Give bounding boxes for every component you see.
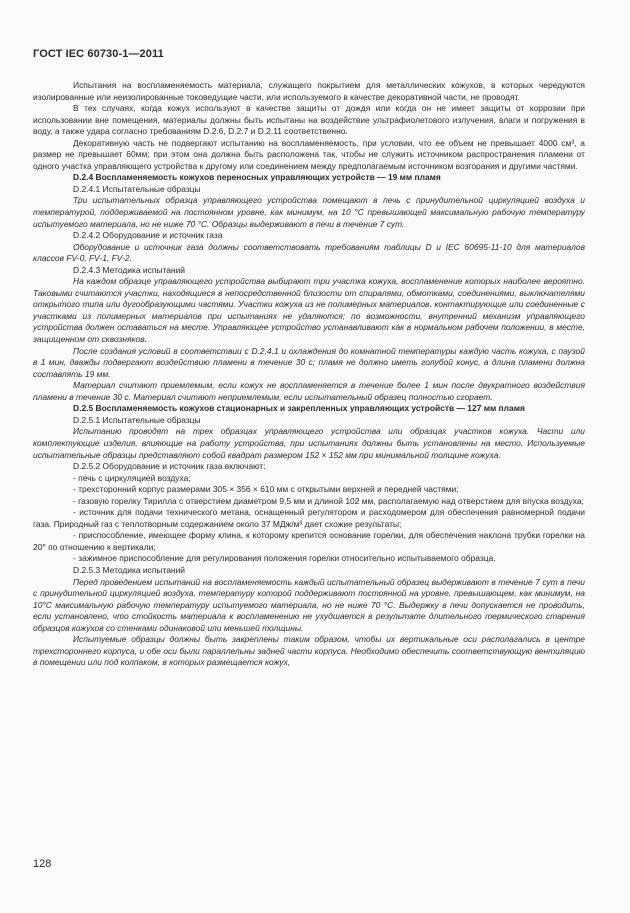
subsection-title: D.2.5.2 Оборудование и источник газа включают: (73, 461, 266, 472)
paragraph: - приспособление, имеющее форму клина, к которому крепится основание горелки, для обеспечения наклона трубки горелки на 20° по отношению к вертикали; (33, 530, 585, 552)
paragraph: После создания условий в соответствии с D.2.4.1 и охлаждения до комнатной температуры каждую часть кожуха, с паузой в 1 мин, дважды подвергают воздействию пламени в течение 30 с; пламя не должно иметь голубой конус, а длина пламени должна составлять 19 мм. (33, 345, 585, 379)
subsection-title: D.2.5.1 Испытательные образцы (73, 414, 201, 425)
subsection-title: D.2.4.1 Испытательные образцы (73, 183, 201, 194)
paragraph: Материал считают приемлемым, если кожух не воспламеняется в течение более 1 мин после двукратного воздействия пламени в течение 30 с. Материал считают неприемлемым, если испытательный образец полностью сгорает. (33, 380, 585, 402)
paragraph: Перед проведением испытаний на воспламеняемость каждый испытательный образец выдерживают в течение 7 сут в печи с принудительной циркуляцией воздуха, температуру которой поддерживают постоянной на уровне, превышающем, как минимум, на 10°С максимальную рабочую температуру испытуемого материала, но не ниже 70 °С. Выдержку в печи допускается не проводить, если установлено, что стойкость материала к воспламенению не ухудшается в результате длительного термического старения образцов кожухов со стенками одинаковой или меньшей толщины. (33, 576, 585, 633)
section-heading: D.2.4 Воспламеняемость кожухов переносных управляющих устройств — 19 мм пламя (73, 172, 441, 183)
paragraph: Испытания на воспламеняемость материала, служащего покрытием для металлических кожухов, в которых чередуются изолированные или неизолированные токоведущие части, или используемого в качестве декоративной части, не проводят. (33, 80, 585, 102)
paragraph: На каждом образце управляющего устройства выбирают три участка кожуха, воспламенение которых наиболее вероятно. Таковыми считаются участки, находящиеся в непосредственной близости от спиралями, обмотками, соединениями, выключателями открытого типа или дугообразующими частями. Участки кожуха из не полимерных материалов, контактирующие или соединенные с участками из полимерных материалов при испытаниях не удаляются; по возможности, внутренний механизм управляющего устройства должен оставаться на месте. Управляющее устройство устанавливают как в нормальном рабочем положении, в месте, защищенном от сквозняков. (33, 276, 585, 345)
paragraph: - газовую горелку Тирилла с отверстием диаметром 9,5 мм и длиной 102 мм, располагаемую над отверстием для впуска воздуха; (73, 495, 584, 506)
paragraph: Оборудование и источник газа должны соответствовать требованиям таблицы D и IEC 60695-11-10 для материалов классов FV-0, FV-1, FV-2. (33, 241, 585, 264)
paragraph: - источник для подачи технического метана, оснащенный регулятором и расходомером для обеспечения равномерной подачи газа. Природный газ с теплотворным содержанием около 37 МДж/м³ дает схожие результаты; (33, 507, 585, 529)
paragraph: - зажимное приспособление для регулирования положения горелки относительно испытываемого образца. (73, 553, 496, 564)
subsection-title: - печь с циркуляцией воздуха; (73, 472, 191, 483)
paragraph: Испытуемые образцы должны быть закреплены таким образом, чтобы их вертикальные оси располагались в центре трехстороннего корпуса, и обе оси были параллельны задней части корпуса. Необходимо обеспечить соответствующую вентиляцию в помещении или под колпаком, в которых размещается кожух, (33, 634, 585, 668)
subsection-title: D.2.5.3 Методика испытаний (73, 564, 186, 575)
document-body (33, 80, 585, 669)
document-header: ГОСТ IEC 60730-1—2011 (33, 48, 164, 60)
subsection-title: - трехсторонний корпус размерами 305 × 356 × 610 мм с открытыми верхней и передней частями; (73, 484, 459, 495)
paragraph: Три испытательных образца управляющего устройства помещают в печь с принудительной циркуляцией воздуха и температурой, поддерживаемой на постоянном уровне, как минимум, на 10 °С превышающей максимальную рабочую температуру испытуемого материала, но не ниже 70 °С. Образцы выдерживают в печи в течение 7 сут. (33, 195, 585, 229)
subsection-title: D.2.4.3 Методика испытаний (73, 264, 186, 275)
subsection-title: D.2.4.2 Оборудование и источник газа (73, 230, 223, 241)
page-number: 128 (33, 858, 52, 870)
paragraph: В тех случаях, когда кожух используют в качестве защиты от дождя или когда он не имеет защиты от коррозии при использовании вне помещения, материалы должны быть испытаны на воздействие ультрафиолетового излучения, влаги и погружения в воду, а также удара согласно требованиям D.2.6, D.2.7 и D.2.11 соответственно. (33, 103, 585, 137)
paragraph: Декоративную часть не подвергают испытанию на воспламеняемость, при условии, что ее объем не превышает 4000 см³, а размер не превышает 60мм; при этом она должна быть расположена так, чтобы не служить источником распространения пламени от одного участка управляющего устройства к другому или соединением между предполагаемым источником возгорания и другими частями. (33, 137, 585, 171)
paragraph: Испытанию проводят на трех образцах управляющего устройства или образцах участков кожуха. Части или комплектующие изделия, влияющие на работу устройства, при испытаниях должны быть установлены на место. Используемые испытательные образцы представляют собой квадрат размером 152 × 152 мм при минимальной толщине кожуха. (33, 426, 585, 460)
section-heading: D.2.5 Воспламеняемость кожухов стационарных и закрепленных управляющих устройств — 127 мм пламя (73, 403, 525, 414)
